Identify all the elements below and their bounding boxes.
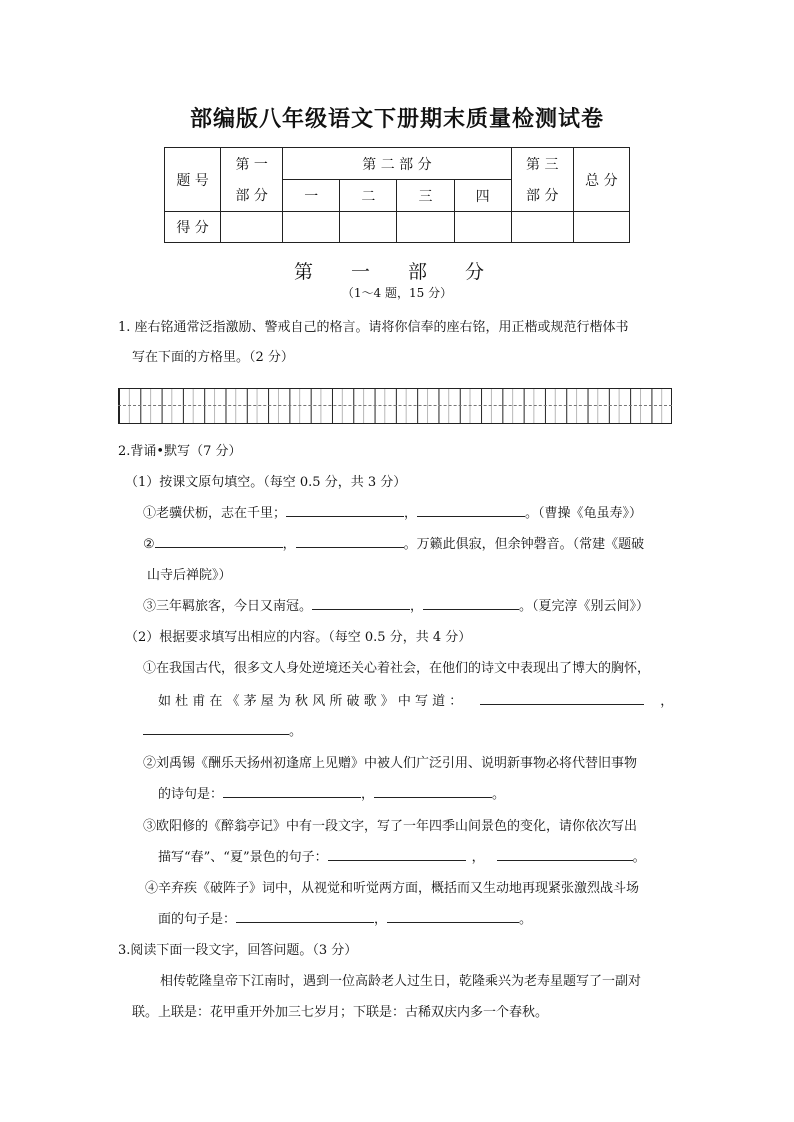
part2-sub-1: 一 [283,180,340,212]
q2-a2-pre: ② [143,537,155,552]
blank-a3-1[interactable] [312,597,410,610]
part2-header: 第 二 部 分 [283,148,512,180]
q2-a2-comma: ， [282,537,296,552]
q2-b1-l3-end: 。 [289,724,303,739]
q2-b3-line2 [158,846,646,865]
part2-sub-3: 三 [397,180,454,212]
writing-grid[interactable] [118,388,672,424]
score-input-part3[interactable] [511,212,573,243]
q2-b4-l2-comma: ， [374,912,388,927]
q3-para-line2: 联。上联是：花甲重开外加三七岁月；下联是：古稀双庆内多一个春秋。 [132,1005,549,1020]
q2-b1-line1: ①在我国古代，很多文人身处逆境还关心着社会，在他们的诗文中表现出了博大的胸怀， [143,661,651,676]
q1-line1: 1. 座右铭通常泛指激励、警戒自己的格言。请将你信奉的座右铭，用正楷或规范行楷体书 [118,320,629,335]
score-input-p2-1[interactable] [283,212,340,243]
score-input-part1[interactable] [221,212,283,243]
q2-b4-l2-pre: 面的句子是： [158,912,237,927]
part3-header-bottom: 部 分 [511,180,573,212]
q2-b4-line2 [158,908,532,927]
q2-sub2: （2）根据要求填写出相应的内容。（每空 0.5 分，共 4 分） [125,630,472,645]
q2-heading: 2.背诵•默写（7 分） [118,444,242,459]
part1-header-bottom: 部 分 [221,180,283,212]
part1-header-top: 第 一 [221,148,283,180]
q2-a1-post: 。（曹操《龟虽寿》） [525,506,643,521]
blank-a2-2[interactable] [296,535,404,548]
score-input-total[interactable] [573,212,629,243]
page-title: 部编版八年级语文下册期末质量检测试卷 [189,107,604,132]
q2-a2-cont: 山寺后禅院》） [147,568,232,583]
part2-sub-4: 四 [454,180,511,212]
blank-a1-1[interactable] [286,504,404,517]
section-subtitle: （1～4 题，15 分） [341,286,453,300]
q2-a2-post: 。万籁此俱寂，但余钟磬音。（常建《题破 [403,537,645,552]
q2-b1-l2-comma: ， [660,694,674,709]
q2-a3 [143,595,649,614]
q2-b2-l2-end: 。 [492,787,506,802]
blank-b1-2[interactable] [143,722,289,735]
part3-header-top: 第 三 [511,148,573,180]
q2-a3-comma: ， [410,599,424,614]
q2-a1-comma: ， [404,506,418,521]
q2-a3-post: 。（夏完淳《别云间》） [519,599,650,614]
q2-b4-line1: ④辛弃疾《破阵子》词中，从视觉和听觉两方面，概括而又生动地再现紧张激烈战斗场 [145,881,640,896]
blank-b2-1[interactable] [223,785,361,798]
total-cell: 总 分 [573,148,629,212]
q2-b3-l2-end: 。 [632,850,646,865]
q2-b4-l2-end: 。 [519,912,533,927]
blank-a3-2[interactable] [423,597,519,610]
q2-a3-pre: ③三年羁旅客，今日又南冠。 [143,599,313,614]
q2-b3-l2-comma: ， [471,850,485,865]
score-input-p2-2[interactable] [340,212,397,243]
q2-b1-l2-text: 如 杜 甫 在 《 茅 屋 为 秋 风 所 破 歌 》 中 写 道 ： [158,694,463,709]
q2-b1-line2 [158,690,673,709]
q2-a1-pre: ①老骥伏枥，志在千里； [143,506,287,521]
score-table [164,147,630,243]
q2-b3-l2-pre: 描写“春”、“夏”景色的句子： [158,850,328,865]
blank-b3-1[interactable] [328,848,466,861]
q2-b3-line1: ③欧阳修的《醉翁亭记》中有一段文字，写了一年四季山间景色的变化，请你依次写出 [143,819,638,834]
q2-a2 [143,533,644,552]
blank-b4-2[interactable] [387,910,519,923]
blank-b2-2[interactable] [374,785,492,798]
blank-a1-2[interactable] [417,504,525,517]
q3-para-line1: 相传乾隆皇帝下江南时，遇到一位高龄老人过生日，乾隆乘兴为老寿星题写了一副对 [160,974,642,989]
q1-line2: 写在下面的方格里。（2 分） [132,350,294,365]
part2-sub-2: 二 [340,180,397,212]
blank-b3-2[interactable] [497,848,633,861]
tihao-cell: 题 号 [165,148,221,212]
defen-cell: 得 分 [165,212,221,243]
section-title: 第 一 部 分 [293,261,501,283]
writing-grid-midline [118,405,672,406]
q2-a1 [143,502,642,521]
q2-b2-l2-pre: 的诗句是： [158,787,224,802]
q3-heading: 3.阅读下面一段文字，回答问题。（3 分） [118,943,358,958]
blank-b4-1[interactable] [236,910,374,923]
q2-b2-line2 [158,783,505,802]
blank-a2-1[interactable] [155,535,283,548]
q2-sub1: （1）按课文原句填空。（每空 0.5 分，共 3 分） [125,475,407,490]
q2-b2-line1: ②刘禹锡《酬乐天扬州初逢席上见赠》中被人们广泛引用、说明新事物必将代替旧事物 [143,756,638,771]
score-input-p2-3[interactable] [397,212,454,243]
blank-b1-1[interactable] [480,692,644,705]
score-input-p2-4[interactable] [454,212,511,243]
q2-b1-line3 [143,720,302,739]
q2-b2-l2-comma: ， [361,787,375,802]
